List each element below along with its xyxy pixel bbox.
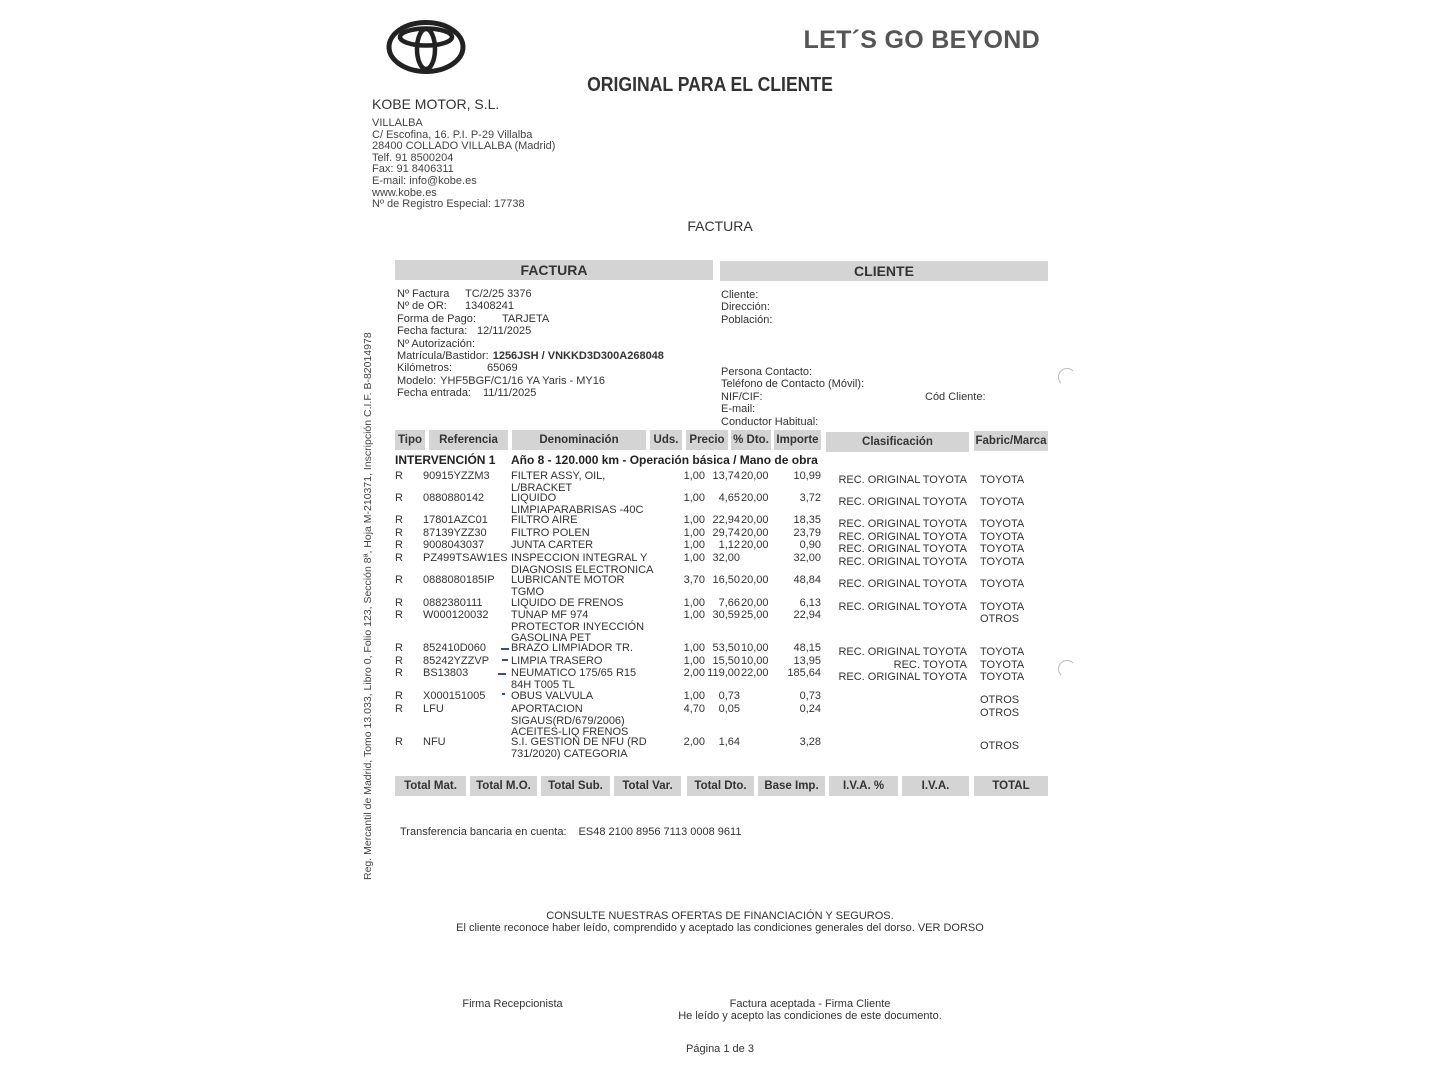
intervention-description: Año 8 - 120.000 km - Operación básica / Mano de obra xyxy=(511,453,818,467)
cell-referencia: 17801AZC01 xyxy=(423,514,488,526)
factura-section-header: FACTURA xyxy=(395,260,713,280)
denominacion-line: INSPECCION INTEGRAL Y xyxy=(511,552,648,564)
cell-uds: 1,00 xyxy=(683,527,705,539)
cell-tipo: R xyxy=(395,642,403,654)
cell-referencia: 85242YZZVP xyxy=(423,655,490,667)
cell-marca: TOYOTA xyxy=(980,474,1025,486)
total-header-0: Total Mat. xyxy=(395,776,466,796)
cell-referencia: 0880880142 xyxy=(423,492,485,504)
cell-uds: 1,00 xyxy=(683,552,705,564)
denominacion-line: LIMPIA TRASERO xyxy=(511,655,603,667)
cell-referencia: 0882380111 xyxy=(423,597,483,609)
cell-precio: 30,59 xyxy=(712,609,740,621)
cell-denominacion xyxy=(511,610,656,645)
cell-marca: OTROS xyxy=(980,694,1020,706)
cell-uds: 2,00 xyxy=(683,667,705,679)
cell-precio: 119,00 xyxy=(707,667,740,679)
col-header-uds: Uds. xyxy=(650,430,682,450)
bank-label: Transferencia bancaria en cuenta: xyxy=(400,826,567,838)
cell-clasificacion: REC. ORIGINAL TOYOTA xyxy=(838,578,967,590)
contact-phone-field: Teléfono de Contacto (Móvil): xyxy=(721,378,865,391)
email-line: E-mail: info@kobe.es xyxy=(372,174,477,187)
denominacion-line: PROTECTOR INYECCIÓN xyxy=(511,620,645,633)
cell-clasificacion: REC. ORIGINAL TOYOTA xyxy=(838,474,967,486)
cell-clasificacion: REC. TOYOTA xyxy=(893,659,967,671)
cell-importe: 22,94 xyxy=(793,609,821,621)
cell-referencia: W000120032 xyxy=(423,609,489,621)
cell-marca: TOYOTA xyxy=(980,518,1025,530)
col-header-importe: Importe xyxy=(774,430,821,450)
col-header-clasificacion: Clasificación xyxy=(826,432,969,452)
col-header-referencia: Referencia xyxy=(429,430,508,450)
denominacion-line: NEUMATICO 175/65 R15 xyxy=(511,667,637,679)
cell-uds: 1,00 xyxy=(683,609,705,621)
cell-marca: OTROS xyxy=(980,613,1020,625)
punch-hole xyxy=(1058,368,1076,386)
invoice-number-field: Nº Factura TC/2/25 3376 xyxy=(397,288,532,300)
cell-tipo: R xyxy=(395,527,403,539)
denominacion-line: BRAZO LIMPIADOR TR. xyxy=(511,642,634,654)
cell-marca: OTROS xyxy=(980,707,1020,719)
cell-dto: 20,00 xyxy=(741,597,769,609)
cell-precio: 53,50 xyxy=(712,642,740,654)
cell-tipo: R xyxy=(395,470,403,482)
col-header-marca: Fabric/Marca xyxy=(974,431,1048,451)
cell-denominacion xyxy=(511,553,656,576)
document-title: FACTURA xyxy=(687,218,753,234)
denominacion-line: LUBRICANTE MOTOR xyxy=(511,574,625,586)
denominacion-line: APORTACION xyxy=(511,703,583,715)
cell-tipo: R xyxy=(395,597,403,609)
cell-importe: 48,84 xyxy=(793,574,821,586)
cell-precio: 0,73 xyxy=(718,690,740,702)
cell-uds: 4,70 xyxy=(683,703,705,715)
cell-uds: 2,00 xyxy=(683,736,705,748)
cliente-section-header: CLIENTE xyxy=(720,261,1048,281)
cell-precio: 7,66 xyxy=(718,597,740,609)
cell-denominacion xyxy=(511,656,656,668)
total-header-5: Base Imp. xyxy=(758,776,825,796)
company-address xyxy=(372,118,555,211)
cell-denominacion xyxy=(511,528,656,540)
total-header-6: I.V.A. % xyxy=(829,776,898,796)
conditions-notice: El cliente reconoce haber leído, comprendido y aceptado las condiciones generales del dorso. VER DORSO xyxy=(456,922,984,934)
cell-denominacion xyxy=(511,598,656,610)
cell-precio: 1,12 xyxy=(718,539,740,551)
cell-referencia: 87139YZZ30 xyxy=(423,527,487,539)
denominacion-line: OBUS VALVULA xyxy=(511,690,594,702)
denominacion-line: 731/2020) CATEGORIA xyxy=(511,747,628,760)
cell-tipo: R xyxy=(395,655,403,667)
cell-precio: 32,00 xyxy=(712,552,740,564)
total-header-3: Total Var. xyxy=(614,776,681,796)
cell-dto: 22,00 xyxy=(741,667,769,679)
cell-referencia: 9008043037 xyxy=(423,539,485,551)
denominacion-line: FILTRO AIRE xyxy=(511,514,578,526)
cell-uds: 1,00 xyxy=(683,690,705,702)
cell-importe: 13,95 xyxy=(793,655,821,667)
cell-marca: TOYOTA xyxy=(980,496,1025,508)
cliente-info-bottom xyxy=(721,366,864,428)
cell-uds: 1,00 xyxy=(683,514,705,526)
cell-precio: 13,74 xyxy=(712,470,740,482)
cell-marca: TOYOTA xyxy=(980,659,1025,671)
contact-person-field: Persona Contacto: xyxy=(721,366,813,378)
cell-importe: 3,28 xyxy=(799,736,821,748)
kilometers-field: Kilómetros: 65069 xyxy=(397,362,518,375)
cell-marca: TOYOTA xyxy=(980,578,1025,590)
total-header-1: Total M.O. xyxy=(470,776,537,796)
col-header-denominacion: Denominación xyxy=(512,430,646,450)
cell-precio: 0,05 xyxy=(718,703,740,715)
cell-denominacion xyxy=(511,643,656,655)
cell-uds: 1,00 xyxy=(683,655,705,667)
denominacion-line: LIMPIAPARABRISAS -40C xyxy=(511,503,644,516)
cell-referencia: LFU xyxy=(423,703,444,715)
payment-method-field: Forma de Pago: TARJETA xyxy=(397,312,550,325)
cell-referencia: 90915YZZM3 xyxy=(423,470,490,482)
cell-clasificacion: REC. ORIGINAL TOYOTA xyxy=(838,556,967,568)
company-name: KOBE MOTOR, S.L. xyxy=(372,96,500,112)
entry-date-field: Fecha entrada: 11/11/2025 xyxy=(397,387,537,400)
address-line: C/ Escofina, 16. P.I. P-29 Villalba xyxy=(372,128,533,141)
iban: ES48 2100 8956 7113 0008 9611 xyxy=(578,826,742,838)
cell-importe: 6,13 xyxy=(799,597,821,609)
cell-uds: 1,00 xyxy=(683,539,705,551)
cell-precio: 29,74 xyxy=(712,527,740,539)
col-header-precio: Precio xyxy=(686,430,728,450)
cell-importe: 32,00 xyxy=(793,552,821,564)
cell-denominacion xyxy=(511,737,656,760)
footer-notice xyxy=(420,910,1020,934)
denominacion-line: GASOLINA PET xyxy=(511,632,592,644)
cell-precio: 15,50 xyxy=(712,655,740,667)
cell-clasificacion: REC. ORIGINAL TOYOTA xyxy=(838,518,967,530)
factura-info xyxy=(397,288,664,400)
cell-denominacion xyxy=(511,540,656,552)
nif-field: NIF/CIF: xyxy=(721,390,763,403)
cell-uds: 1,00 xyxy=(683,492,705,504)
cell-referencia: PZ499TSAW1ES xyxy=(423,552,508,564)
address-line: 28400 COLLADO VILLALBA (Madrid) xyxy=(372,140,556,153)
cell-denominacion xyxy=(511,493,656,516)
cell-uds: 1,00 xyxy=(683,470,705,482)
cell-clasificacion: REC. ORIGINAL TOYOTA xyxy=(838,601,967,613)
denominacion-line: DIAGNOSIS ELECTRONICA xyxy=(511,563,654,576)
cliente-info-top xyxy=(721,289,772,326)
total-header-4: Total Dto. xyxy=(687,776,754,796)
cell-uds: 1,00 xyxy=(683,597,705,609)
cell-dto: 20,00 xyxy=(741,492,769,504)
client-city-field: Población: xyxy=(721,313,773,326)
denominacion-line: ACEITES-LIQ FRENOS xyxy=(511,726,629,738)
denominacion-line: S.I. GESTION DE NFU (RD xyxy=(511,736,647,748)
cell-tipo: R xyxy=(395,574,403,586)
cell-importe: 18,35 xyxy=(793,514,821,526)
reception-signature-label: Firma Recepcionista xyxy=(462,998,563,1010)
plate-vin-field: Matrícula/Bastidor: 1256JSH / VNKKD3D300A268048 xyxy=(397,350,664,363)
total-header-2: Total Sub. xyxy=(541,776,610,796)
intervention-row xyxy=(395,453,818,467)
total-header-8: TOTAL xyxy=(974,776,1048,796)
cell-referencia: 852410D060 xyxy=(423,642,487,654)
col-header-tipo: Tipo xyxy=(395,430,425,450)
toyota-logo-icon xyxy=(386,20,466,74)
copy-type-heading: ORIGINAL PARA EL CLIENTE xyxy=(587,74,833,96)
registry-line: Nº de Registro Especial: 17738 xyxy=(372,198,525,211)
intervention-label: INTERVENCIÓN 1 xyxy=(395,453,496,467)
client-acceptance-text: He leído y acepto las condiciones de este documento. xyxy=(678,1010,942,1022)
client-signature xyxy=(660,998,960,1022)
financing-notice: CONSULTE NUESTRAS OFERTAS DE FINANCIACIÓN Y SEGUROS. xyxy=(546,910,894,922)
cell-referencia: BS13803 xyxy=(423,667,469,679)
denominacion-line: 84H T005 TL xyxy=(511,678,575,691)
cell-importe: 10,99 xyxy=(793,470,821,482)
col-header-dto: % Dto. xyxy=(731,430,771,450)
cell-clasificacion: REC. ORIGINAL TOYOTA xyxy=(838,671,967,683)
authorization-field: Nº Autorización: xyxy=(397,337,475,350)
legal-registry-text: Reg. Mercantil de Madrid, Tomo 13.033, Libro 0, Folio 123, Sección 8ª, Hoja M-210371, Inscripción C.I.F. B-82014978 xyxy=(362,332,374,880)
model-field: Modelo: YHF5BGF/C1/16 YA Yaris - MY16 xyxy=(397,374,606,387)
denominacion-line: FILTER ASSY, OIL, xyxy=(511,470,606,482)
cell-tipo: R xyxy=(395,492,403,504)
cell-dto: 10,00 xyxy=(741,642,769,654)
ink-mark xyxy=(501,648,509,650)
cell-importe: 48,15 xyxy=(793,642,821,654)
cell-referencia: X000151005 xyxy=(423,690,486,702)
cell-precio: 1,64 xyxy=(718,736,740,748)
client-name-field: Cliente: xyxy=(721,289,759,301)
cell-dto: 20,00 xyxy=(741,574,769,586)
cell-uds: 3,70 xyxy=(683,574,705,586)
cell-dto: 20,00 xyxy=(741,514,769,526)
denominacion-line: FILTRO POLEN xyxy=(511,527,590,539)
denominacion-line: JUNTA CARTER xyxy=(511,539,594,551)
total-header-7: I.V.A. xyxy=(902,776,969,796)
cell-precio: 4,65 xyxy=(718,492,740,504)
cell-importe: 23,79 xyxy=(793,527,821,539)
cell-clasificacion: REC. ORIGINAL TOYOTA xyxy=(838,543,967,555)
cell-dto: 20,00 xyxy=(741,470,769,482)
bank-transfer xyxy=(400,826,741,838)
cell-denominacion xyxy=(511,515,656,527)
page-number: Página 1 de 3 xyxy=(686,1043,754,1055)
cell-tipo: R xyxy=(395,514,403,526)
slogan: LET´S GO BEYOND xyxy=(803,26,1040,54)
cell-clasificacion: REC. ORIGINAL TOYOTA xyxy=(838,496,967,508)
cell-clasificacion: REC. ORIGINAL TOYOTA xyxy=(838,531,967,543)
client-code-field: Cód Cliente: xyxy=(925,391,986,403)
or-number-field: Nº de OR: 13408241 xyxy=(397,300,514,313)
cell-clasificacion: REC. ORIGINAL TOYOTA xyxy=(838,646,967,658)
cell-marca: TOYOTA xyxy=(980,556,1025,568)
cell-tipo: R xyxy=(395,552,403,564)
usual-driver-field: Conductor Habitual: xyxy=(721,415,819,428)
cell-referencia: 0888080185IP xyxy=(423,574,495,586)
fax-line: Fax: 91 8406311 xyxy=(372,163,454,176)
cell-denominacion xyxy=(511,691,656,703)
cell-uds: 1,00 xyxy=(683,642,705,654)
denominacion-line: TGMO xyxy=(511,585,544,598)
ink-mark xyxy=(502,693,505,695)
cell-denominacion xyxy=(511,575,656,598)
cell-dto: 20,00 xyxy=(741,539,769,551)
address-line: VILLALBA xyxy=(372,117,423,129)
client-address-field: Dirección: xyxy=(721,301,770,314)
cell-denominacion xyxy=(511,704,656,739)
website-line: www.kobe.es xyxy=(372,186,437,199)
cell-dto: 20,00 xyxy=(741,527,769,539)
cell-dto: 25,00 xyxy=(741,609,769,621)
cell-tipo: R xyxy=(395,539,403,551)
cell-importe: 0,24 xyxy=(799,703,821,715)
cell-precio: 22,94 xyxy=(712,514,740,526)
cell-marca: TOYOTA xyxy=(980,671,1025,683)
punch-hole xyxy=(1058,660,1076,678)
phone-line: Telf. 91 8500204 xyxy=(372,151,454,164)
cell-importe: 0,73 xyxy=(799,690,821,702)
cell-referencia: NFU xyxy=(423,736,446,748)
cell-marca: TOYOTA xyxy=(980,646,1025,658)
invoice-date-field: Fecha factura: 12/11/2025 xyxy=(397,325,532,338)
cell-tipo: R xyxy=(395,667,403,679)
cell-tipo: R xyxy=(395,736,403,748)
cell-marca: TOYOTA xyxy=(980,531,1025,543)
denominacion-line: LIQUIDO DE FRENOS xyxy=(511,597,624,609)
cell-tipo: R xyxy=(395,703,403,715)
ink-mark xyxy=(502,659,508,661)
cell-dto: 10,00 xyxy=(741,655,769,667)
cell-marca: TOYOTA xyxy=(980,543,1025,555)
cell-denominacion xyxy=(511,471,656,494)
client-email-field: E-mail: xyxy=(721,403,756,416)
client-signature-label: Factura aceptada - Firma Cliente xyxy=(729,998,891,1010)
cell-marca: TOYOTA xyxy=(980,601,1025,613)
cell-importe: 3,72 xyxy=(799,492,821,504)
denominacion-line: LIQUIDO xyxy=(511,492,557,504)
cell-precio: 16,50 xyxy=(712,574,740,586)
cell-tipo: R xyxy=(395,690,403,702)
cell-importe: 185,64 xyxy=(787,667,821,679)
denominacion-line: SIGAUS(RD/679/2006) xyxy=(511,714,625,727)
cell-importe: 0,90 xyxy=(799,539,821,551)
ink-mark xyxy=(498,673,506,675)
cell-marca: OTROS xyxy=(980,740,1020,752)
denominacion-line: TUNAP MF 974 xyxy=(511,609,589,621)
denominacion-line: L/BRACKET xyxy=(511,481,573,494)
cell-denominacion xyxy=(511,668,656,691)
cell-tipo: R xyxy=(395,609,403,621)
